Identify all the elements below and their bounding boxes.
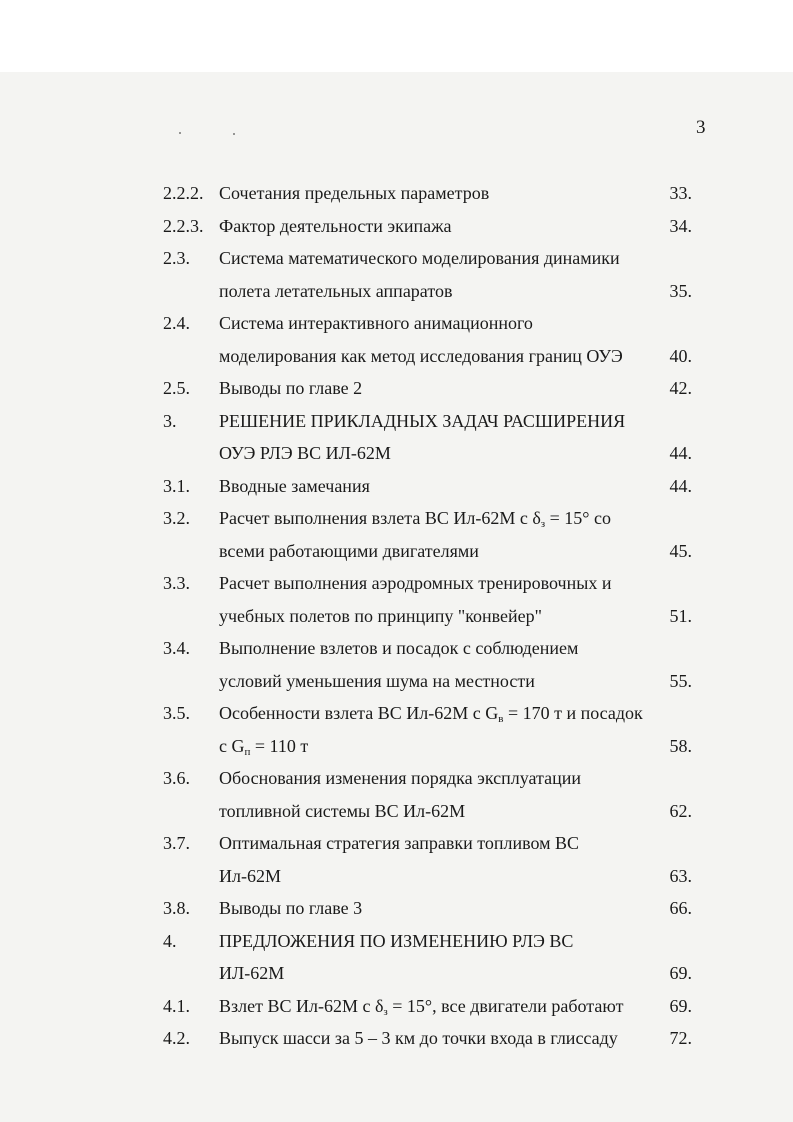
toc-page-number: 33.: [669, 183, 692, 203]
toc-title: ОУЭ РЛЭ ВС ИЛ-62М: [219, 443, 391, 463]
toc-page-number: 63.: [669, 865, 692, 886]
scan-speck: [179, 132, 181, 134]
toc-section-number: 3.1.: [163, 475, 190, 496]
toc-title: топливной системы ВС Ил-62М: [219, 800, 466, 821]
toc-page-number: 35.: [669, 280, 692, 301]
toc-section-number: 3.8.: [163, 898, 190, 918]
toc-section-number: 2.4.: [163, 313, 190, 333]
toc-section-number: 3.6.: [163, 768, 190, 788]
toc-title: Выполнение взлетов и посадок с соблюдением: [219, 638, 579, 658]
toc-section-number: 3.5.: [163, 703, 190, 723]
toc-line: [0, 275, 793, 308]
toc-section-number: 4.1.: [163, 995, 190, 1016]
toc-page-number: 34.: [669, 215, 692, 236]
toc-line: [0, 470, 793, 503]
toc-line: [0, 535, 793, 568]
toc-page-number: 44.: [669, 443, 692, 463]
toc-page-number: 40.: [669, 345, 692, 366]
toc-line: [0, 502, 793, 535]
toc-line: [0, 957, 793, 990]
toc-title: полета летательных аппаратов: [219, 280, 453, 301]
toc-title: Фактор деятельности экипажа: [219, 215, 452, 236]
toc-page-number: 62.: [669, 800, 692, 821]
toc-section-number: 3.4.: [163, 638, 190, 658]
toc-title: Расчет выполнения аэродромных тренировочных и: [219, 573, 612, 593]
toc-page-number: 42.: [669, 378, 692, 398]
toc-title: Сочетания предельных параметров: [219, 183, 490, 203]
toc-line: [0, 242, 793, 275]
toc-line: [0, 405, 793, 438]
toc-line: [0, 567, 793, 600]
toc-line: [0, 730, 793, 763]
toc-page-number: 58.: [669, 735, 692, 756]
toc-title: Выводы по главе 3: [219, 898, 363, 918]
toc-page-number: 55.: [669, 670, 692, 691]
page-number: 3: [696, 117, 706, 138]
toc-title: Выводы по главе 2: [219, 378, 363, 398]
toc-page-number: 69.: [669, 995, 692, 1016]
toc-line: [0, 177, 793, 210]
toc-line: [0, 665, 793, 698]
toc-title: Особенности взлета ВС Ил-62М с $G_в = 170$ т и посадок: [219, 703, 643, 725]
toc-line: [0, 632, 793, 665]
toc-title: Выпуск шасси за 5 – 3 км до точки входа в глиссаду: [219, 1028, 618, 1048]
toc-title: ИЛ-62М: [219, 963, 285, 983]
toc-title: всеми работающими двигателями: [219, 540, 479, 561]
toc-line: [0, 860, 793, 893]
toc-section-number: 2.2.2.: [163, 183, 204, 203]
toc-title: Обоснования изменения порядка эксплуатации: [219, 768, 581, 788]
toc-section-number: 4.: [163, 930, 177, 951]
toc-section-number: 2.3.: [163, 248, 190, 268]
toc-line: [0, 697, 793, 730]
toc-title: моделирования как метод исследования границ ОУЭ: [219, 345, 623, 366]
toc-section-number: 2.2.3.: [163, 215, 204, 236]
toc-line: [0, 600, 793, 633]
toc-line: [0, 990, 793, 1023]
toc-page-number: 72.: [669, 1028, 692, 1048]
toc-title: Система математического моделирования динамики: [219, 248, 620, 268]
toc-page-number: 66.: [669, 898, 692, 918]
scan-speck: [233, 133, 235, 135]
toc-line: [0, 340, 793, 373]
toc-page-number: 45.: [669, 540, 692, 561]
toc-title: Взлет ВС Ил-62М с $\delta_з = 15^\circ$, все двигатели работают: [219, 995, 624, 1018]
toc-section-number: 3.2.: [163, 508, 190, 528]
toc-line: [0, 437, 793, 470]
toc-title: Расчет выполнения взлета ВС Ил-62М с $\delta_з = 15^\circ$ со: [219, 508, 611, 530]
toc-line: [0, 925, 793, 958]
toc-title: РЕШЕНИЕ ПРИКЛАДНЫХ ЗАДАЧ РАСШИРЕНИЯ: [219, 410, 626, 431]
toc-line: [0, 795, 793, 828]
toc-section-number: 3.7.: [163, 833, 190, 853]
toc-title: Система интерактивного анимационного: [219, 313, 533, 333]
toc-section-number: 2.5.: [163, 378, 190, 398]
toc-page-number: 44.: [669, 475, 692, 496]
table-of-contents: [0, 177, 793, 1055]
toc-title: Вводные замечания: [219, 475, 370, 496]
toc-line: [0, 1022, 793, 1055]
toc-line: [0, 372, 793, 405]
toc-line: [0, 762, 793, 795]
toc-section-number: 3.3.: [163, 573, 190, 593]
toc-title: с $G_п = 110$ т: [219, 735, 309, 758]
toc-title: ПРЕДЛОЖЕНИЯ ПО ИЗМЕНЕНИЮ РЛЭ ВС: [219, 930, 574, 951]
toc-section-number: 3.: [163, 410, 177, 431]
toc-line: [0, 892, 793, 925]
toc-line: [0, 827, 793, 860]
toc-title: условий уменьшения шума на местности: [219, 670, 535, 691]
toc-page-number: 51.: [669, 605, 692, 626]
toc-line: [0, 307, 793, 340]
toc-title: Оптимальная стратегия заправки топливом ВС: [219, 833, 580, 853]
toc-section-number: 4.2.: [163, 1028, 190, 1048]
toc-title: Ил-62М: [219, 865, 281, 886]
toc-page-number: 69.: [669, 963, 692, 983]
toc-line: [0, 210, 793, 243]
toc-title: учебных полетов по принципу "конвейер": [219, 605, 543, 626]
